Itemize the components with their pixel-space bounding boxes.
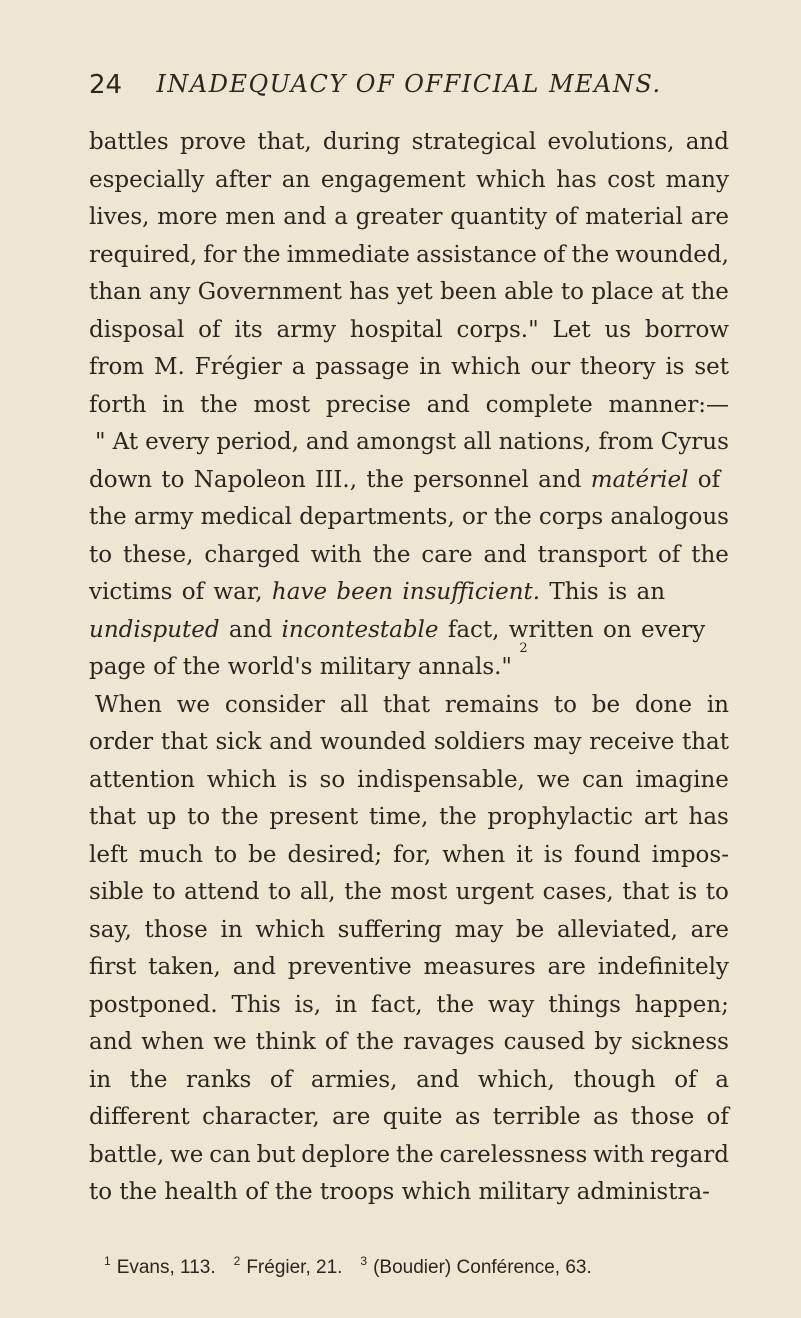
italic-text: incontestable (281, 616, 439, 643)
footnote (104, 1254, 216, 1279)
text-line: first taken, and preventive measures are indefinitely (89, 954, 729, 980)
text-line: lives, more men and a greater quantity of material are (89, 204, 729, 230)
text-line (89, 612, 729, 650)
text-segment: down to Napoleon III., the personnel and (89, 466, 591, 493)
text-segment: to the health of the troops which military administra- (89, 1179, 710, 1205)
text-line: than any Government has yet been able to place at the (89, 279, 729, 305)
text-line: postponed. This is, in fact, the way things happen; (89, 991, 729, 1018)
text-line: battles prove that, during strategical evolutions, and (89, 129, 729, 155)
italic-text: matériel (590, 466, 689, 493)
page-number: 24 (89, 70, 123, 100)
text-line: When we consider all that remains to be done in (95, 691, 729, 718)
text-line: different character, are quite as terrible as those of (89, 1104, 729, 1130)
footnote-text: (Boudier) Conférence, 63. (373, 1257, 592, 1278)
text-line: sible to attend to all, the most urgent cases, that is to (89, 879, 729, 905)
text-line (89, 641, 729, 687)
text-line: to these, charged with the care and transport of the (89, 541, 729, 568)
text-line (89, 574, 729, 612)
text-line: say, those in which suffering may be alleviated, are (89, 916, 729, 943)
running-title: INADEQUACY OF OFFICIAL MEANS. (156, 70, 662, 98)
text-line: disposal of its army hospital corps." Let us borrow (89, 316, 729, 343)
footnotes (104, 1254, 724, 1279)
text-line: that up to the present time, the prophylactic art has (89, 804, 729, 830)
footnote-reference: 2 (519, 641, 528, 656)
italic-text: have been insufficient. (271, 579, 541, 605)
page-header (89, 70, 729, 110)
text-line: left much to be desired; for, when it is found impos- (89, 841, 729, 868)
text-line: in the ranks of armies, and which, though of a (89, 1066, 729, 1093)
footnote-mark: 2 (233, 1254, 241, 1268)
text-line: order that sick and wounded soldiers may receive that (89, 729, 729, 755)
text-line: especially after an engagement which has cost many (89, 166, 729, 193)
text-line (89, 462, 729, 500)
text-segment: fact, written on every (438, 616, 706, 643)
text-line: and when we think of the ravages caused by sickness (89, 1029, 729, 1055)
text-segment: victims of war, (89, 579, 272, 605)
footnote (233, 1254, 343, 1279)
footnote (360, 1254, 592, 1279)
footnote-mark: 3 (360, 1254, 368, 1268)
footnote-text: Frégier, 21. (246, 1257, 343, 1278)
footnote-text: Evans, 113. (116, 1257, 216, 1278)
text-line: required, for the immediate assistance of the wounded, (89, 241, 729, 268)
text-line: from M. Frégier a passage in which our theory is set (89, 354, 729, 380)
text-line: forth in the most precise and complete manner:— (89, 391, 729, 418)
footnote-mark: 1 (104, 1254, 111, 1268)
text-line (89, 1174, 729, 1212)
text-segment: page of the world's military annals." (89, 654, 520, 680)
text-line: the army medical departments, or the corps analogous (89, 504, 729, 530)
text-segment: and (219, 616, 282, 643)
text-line: attention which is so indispensable, we can imagine (89, 766, 729, 793)
text-line: " At every period, and amongst all nations, from Cyrus (95, 429, 729, 455)
italic-text: undisputed (89, 616, 220, 643)
text-segment: This is an (540, 579, 666, 605)
text-line: battle, we can but deplore the carelessness with regard (89, 1141, 729, 1168)
text-segment: of (688, 466, 721, 493)
body-text (89, 124, 729, 1212)
